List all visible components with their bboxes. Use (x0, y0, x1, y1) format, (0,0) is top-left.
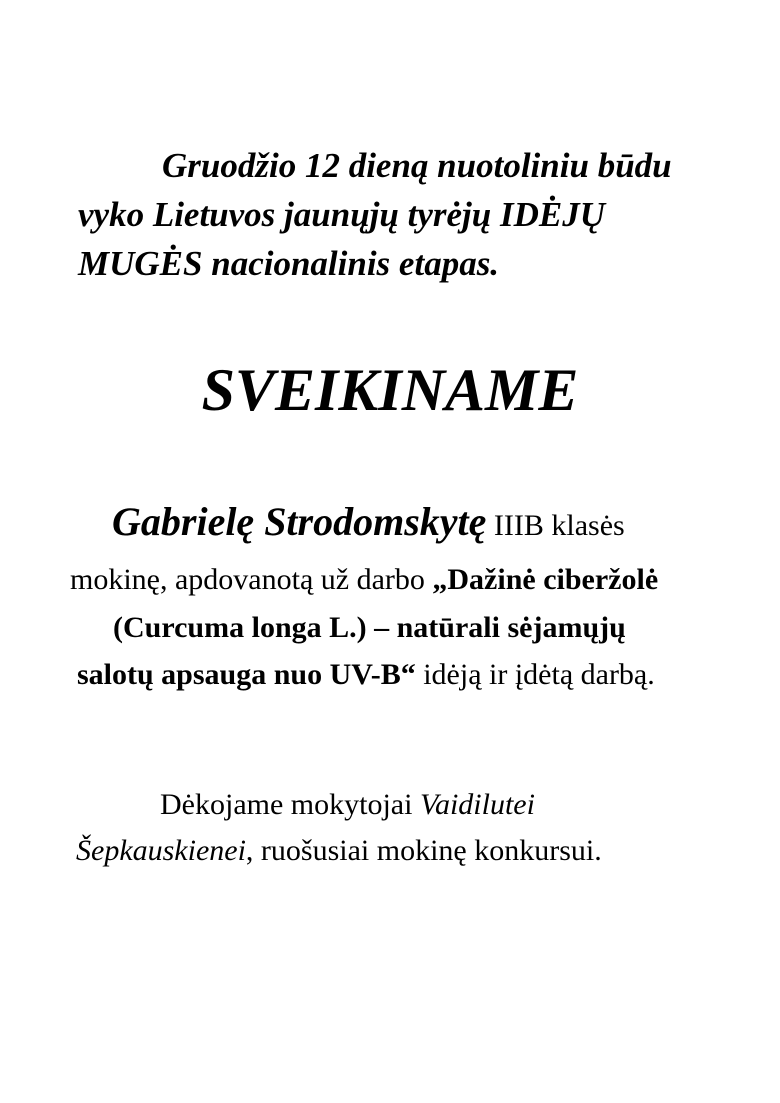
project-title-part-3: salotų apsauga nuo UV-B“ (77, 658, 416, 691)
award-suffix: idėją ir įdėtą darbą. (415, 658, 655, 691)
congrats-line-2 (70, 565, 658, 595)
congrats-line-4 (77, 660, 655, 690)
intro-line-2: vyko Lietuvos jaunųjų tyrėjų IDĖJŲ (78, 195, 605, 234)
class-text: IIIB klasės (486, 509, 625, 542)
project-title-part-1: „Dažinė ciberžolė (432, 563, 659, 596)
intro-line-3: MUGĖS nacionalinis etapas. (78, 244, 500, 283)
thanks-prefix: Dėkojame mokytojai (160, 788, 420, 821)
thanks-line-2 (76, 836, 602, 866)
thanks-line-1 (160, 790, 535, 820)
award-prefix: mokinę, apdovanotą už darbo (70, 563, 433, 596)
thanks-suffix: , ruošusiai mokinę konkursui. (245, 834, 602, 867)
congrats-line-1 (112, 499, 625, 544)
intro-line-1: Gruodžio 12 dieną nuotoliniu būdu (162, 146, 672, 185)
teacher-last-name: Šepkauskienei (76, 834, 246, 867)
teacher-first-name: Vaidilutei (419, 788, 535, 821)
project-title-part-2: (Curcuma longa L.) – natūrali sėjamųjų (113, 611, 626, 644)
headline: SVEIKINAME (201, 357, 579, 423)
student-name: Gabrielę Strodomskytę (112, 499, 487, 544)
